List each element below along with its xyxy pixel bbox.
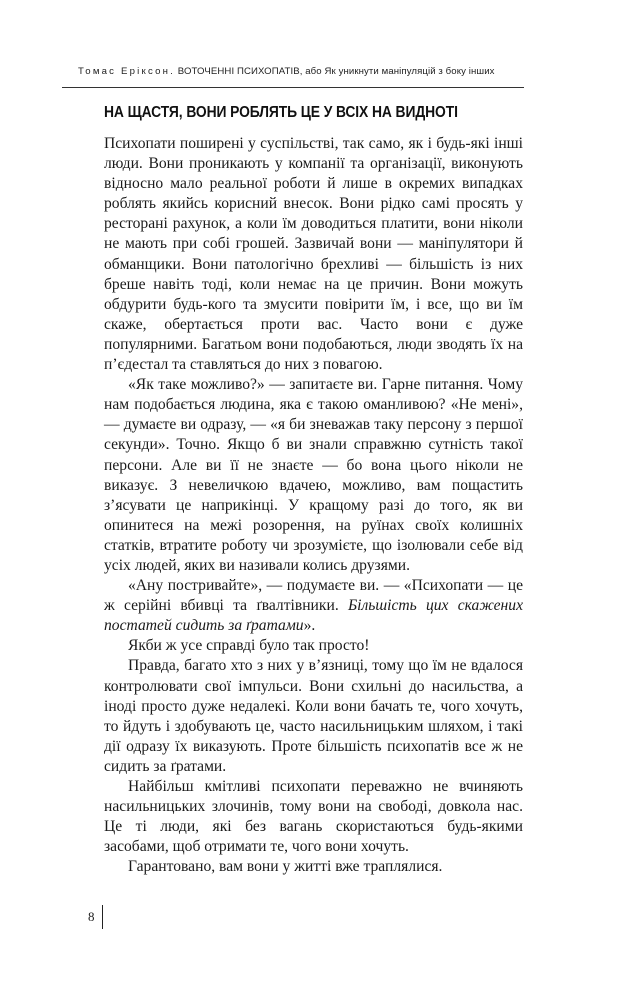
body-text <box>104 134 523 877</box>
page-number-rule <box>102 905 103 929</box>
paragraph-3-italic: Більшість цих скажених постатей сидить за ґратами <box>104 597 523 635</box>
paragraph-6: Найбільш кмітливі психопати переважно не вчиняють насильницьких злочинів, тому вони на свободі, довкола нас. Це ті люди, які без вагань скористаються будь-якими засобами, щоб отримати те, чого вони хочуть. <box>104 778 523 856</box>
paragraph-5: Правда, багато хто з них у в’язниці, тому що їм не вдалося контролювати свої імпульси. Вони схильні до насильства, а іноді просто дуже недалекі. Коли вони бачать те, чого хочуть, то йдуть і здобувають це, часто насильницьким шляхом, і такі дії одразу їх виказують. Проте більшість психопатів все ж не сидить за ґратами. <box>104 657 523 775</box>
paragraph-3-end: ». <box>303 617 316 635</box>
paragraph-4: Якби ж усе справді було так просто! <box>128 637 370 655</box>
section-heading: НА ЩАСТЯ, ВОНИ РОБЛЯТЬ ЦЕ У ВСІХ НА ВИДНОТІ <box>104 104 458 121</box>
page-number: 8 <box>88 909 95 924</box>
running-head <box>78 66 538 77</box>
paragraph-7: Гарантовано, вам вони у житті вже траплялися. <box>128 858 443 876</box>
header-rule <box>62 87 524 88</box>
paragraph-3-start: «Ану постривайте», — подумаєте ви. — «Психопати — це ж серійні вбивці та ґвалтівники. <box>104 577 523 615</box>
paragraph-1: Психопати поширені у суспільстві, так само, як і будь-які інші люди. Вони проникають у компанії та організації, виконують відносно мало реальної роботи й лише в окремих випадках роблять якийсь корисний внесок. Вони рідко самі просять у ресторані рахунок, а коли їм доводиться платити, вони ніколи не мають при собі грошей. Зазвичай вони — маніпулятори й обманщики. Вони патологічно брехливі — більшість із них бреше навіть тоді, коли немає на це причин. Вони можуть обдурити будь-кого та змусити повірити їм, і все, що ви їм скаже, обертається проти вас. Часто вони є дуже популярними. Багатьом вони подобаються, люди зводять їх на п’єдестал та ставляться до них з повагою. <box>104 135 523 374</box>
paragraph-2: «Як таке можливо?» — запитаєте ви. Гарне питання. Чому нам подобається людина, яка є такою оманливою? «Не мені», — думаєте ви одразу, — «я би зневажав таку персону з першої секунди». Точно. Якщо б ви знали справжню сутність такої персони. Але ви її не знаєте — бо вона цього ніколи не виказує. З невеличкою вдачею, можливо, вам пощастить з’ясувати це наприкінці. У кращому разі до того, як ви опинитеся на межі розорення, на руїнах своїх колишніх статків, втратите роботу чи зрозумієте, що ізолювали себе від усіх людей, яких ви називали колись друзями. <box>104 376 523 574</box>
running-head-title: ВОТОЧЕННІ ПСИХОПАТІВ, або Як уникнути маніпуляцій з боку інших <box>177 66 495 77</box>
paragraph-3 <box>104 576 523 636</box>
running-head-author: Томас Еріксон. <box>78 66 176 77</box>
